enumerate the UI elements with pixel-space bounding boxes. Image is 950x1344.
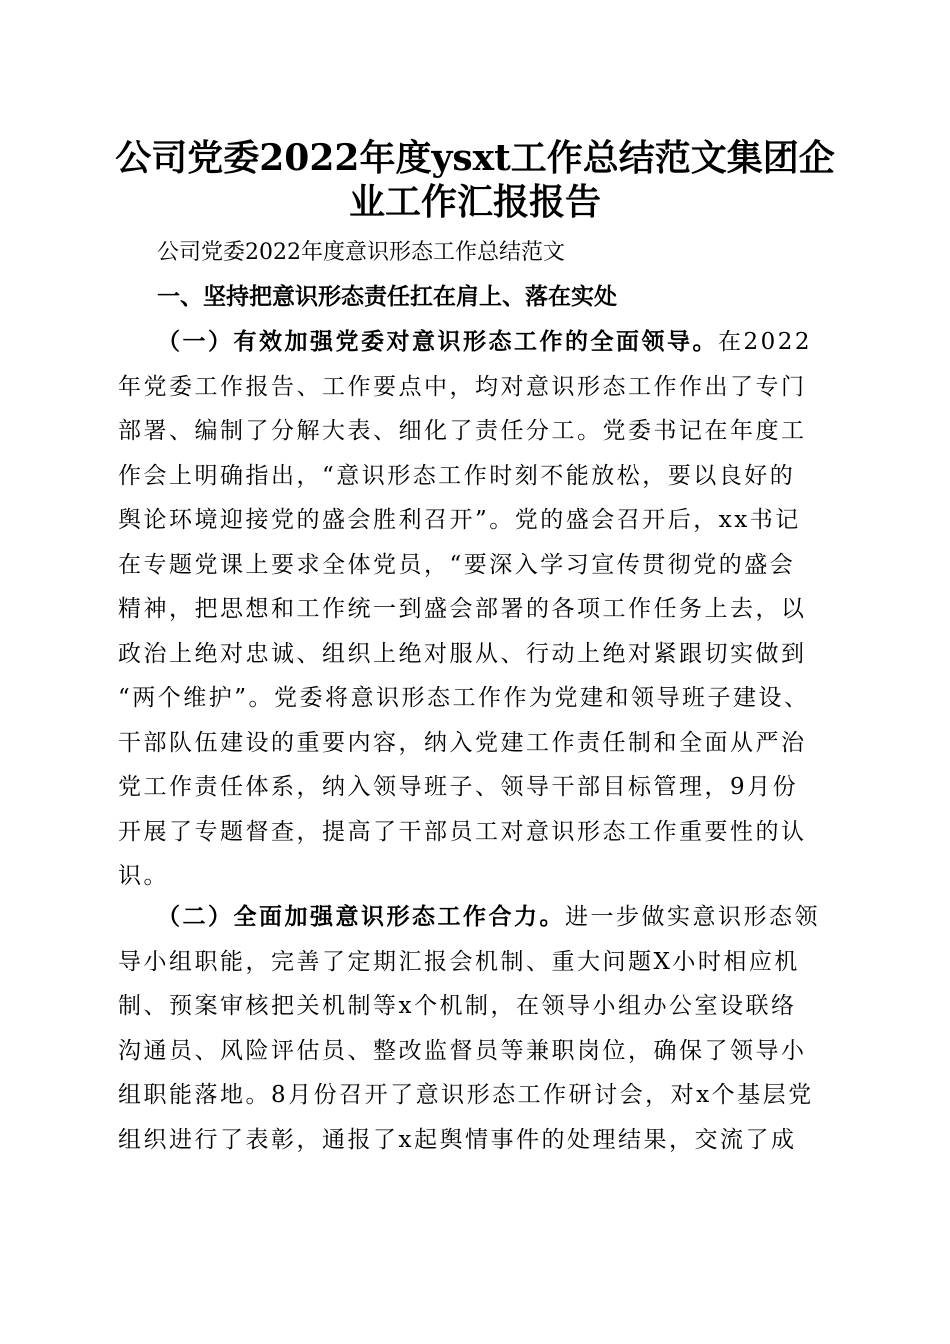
paragraph-2-lead: （二）全面加强意识形态工作合力。 (157, 903, 565, 930)
paragraph-2-line: 制、预案审核把关机制等x个机制，在领导小组办公室设联络 (118, 993, 797, 1019)
paragraph-1-line: “两个维护”。党委将意识形态工作作为党建和领导班子建设、 (118, 685, 810, 711)
paragraph-1-line: 干部队伍建设的重要内容，纳入党建工作责任制和全面从严治 (118, 729, 807, 756)
paragraph-1-line: 精神，把思想和工作统一到盛会部署的各项工作任务上去，以 (118, 596, 807, 622)
paragraph-1-line: 年党委工作报告、工作要点中，均对意识形态工作作出了专门 (118, 373, 807, 400)
paragraph-1 (118, 320, 838, 899)
document-title-line-2: 业工作汇报报告 (348, 181, 601, 223)
section-heading-1: 一、坚持把意识形态责任扛在肩上、落在实处 (157, 283, 617, 310)
paragraph-2-line-text: 进一步做实意识形态领 (565, 904, 820, 930)
paragraph-1-line: 党工作责任体系，纳入领导班子、领导干部目标管理，9月份 (118, 774, 799, 800)
paragraph-1-line: 舆论环境迎接党的盛会胜利召开”。党的盛会召开后，xx书记 (118, 507, 801, 533)
paragraph-2-line: 组职能落地。8月份召开了意识形态工作研讨会，对x个基层党 (118, 1082, 814, 1108)
paragraph-1-line: 部署、编制了分解大表、细化了责任分工。党委书记在年度工 (118, 418, 807, 444)
paragraph-1-line: 在专题党课上要求全体党员，“要深入学习宣传贯彻党的盛会 (118, 551, 796, 578)
document-subtitle: 公司党委2022年度意识形态工作总结范文 (157, 240, 565, 265)
paragraph-2-line (118, 895, 838, 940)
paragraph-1-line: 政治上绝对忠诚、组织上绝对服从、行动上绝对紧跟切实做到 (118, 640, 807, 667)
paragraph-2-line: 沟通员、风险评估员、整改监督员等兼职岗位，确保了领导小 (118, 1037, 807, 1064)
paragraph-1-lead: （一）有效加强党委对意识形态工作的全面领导。 (157, 328, 718, 355)
document-title (100, 136, 850, 224)
paragraph-1-line: 识。 (118, 863, 169, 889)
paragraph-1-line-text: 在2022 (718, 329, 813, 355)
paragraph-2-line: 组织进行了表彰，通报了x起舆情事件的处理结果，交流了成 (118, 1126, 797, 1153)
paragraph-2-line: 导小组职能，完善了定期汇报会机制、重大问题X小时相应机 (118, 948, 800, 975)
paragraph-1-line: 作会上明确指出，“意识形态工作时刻不能放松，要以良好的 (118, 462, 796, 489)
paragraph-2 (118, 895, 838, 1162)
paragraph-1-line: 开展了专题督查，提高了干部员工对意识形态工作重要性的认 (118, 818, 807, 845)
document-title-line-1: 公司党委2022年度ysxt工作总结范文集团企 (115, 137, 835, 179)
paragraph-1-line (118, 320, 838, 365)
